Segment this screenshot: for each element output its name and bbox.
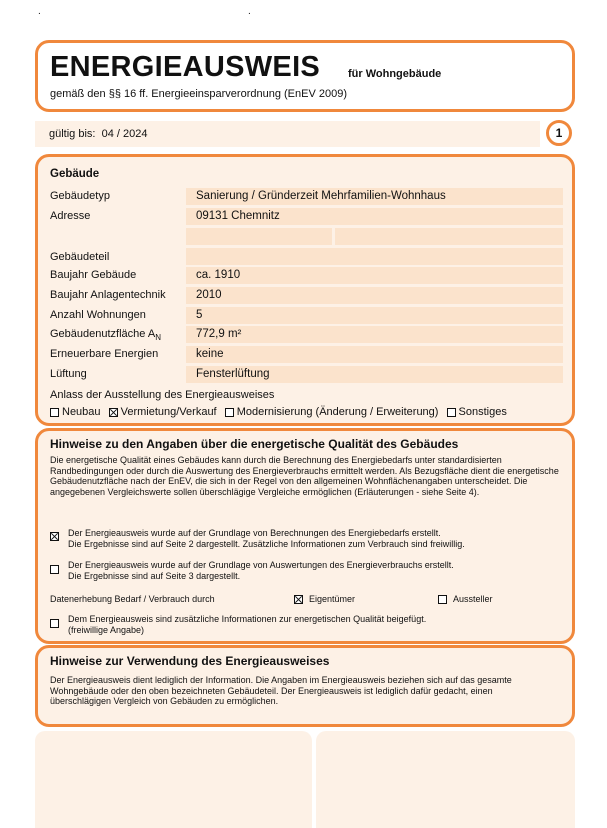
option-neubau[interactable]: Neubau: [50, 406, 101, 418]
option-sonstiges[interactable]: Sonstiges: [447, 406, 507, 418]
checkbox-aussteller[interactable]: [438, 595, 447, 604]
row-value-adresse: 09131 Chemnitz: [186, 208, 563, 225]
validity-label: gültig bis:: [49, 128, 96, 140]
checkbox-bedarf-checked[interactable]: [50, 532, 59, 541]
anlass-options: [50, 406, 507, 418]
checkbox-neubau[interactable]: [50, 408, 59, 417]
hinweise-paragraph: Die energetische Qualität eines Gebäudes kann durch die Berechnung des Energiebedarfs unter standardisierten Randbedingungen oder durch die Auswertung des Energieverbrauchs ermittelt werden. Als Bezugsfläche dient die energetische Gebäudenutzfläche nach der EnEV, die sich in der Regel von den allgemeinen Wohnflächenangaben unterscheidet. Die angegebenen Vergleichswerte sollen überschlägige Vergleiche ermöglichen (Erläuterungen - siehe Seite 4).: [50, 455, 559, 497]
page-number: 1: [546, 120, 572, 146]
option-modernisierung[interactable]: Modernisierung (Änderung / Erweiterung): [225, 406, 439, 418]
option-vermietung[interactable]: Vermietung/Verkauf: [109, 406, 217, 418]
validity-text: [49, 128, 147, 140]
row-label-baujahr-gebaeude: Baujahr Gebäude: [50, 269, 137, 281]
validity-value: 04 / 2024: [101, 128, 148, 140]
bottom-panel-right: [316, 731, 575, 828]
row-label-adresse: Adresse: [50, 210, 91, 222]
row-label-lueftung: Lüftung: [50, 368, 87, 380]
option-bedarf-text: Der Energieausweis wurde auf der Grundlage von Berechnungen des Energiebedarfs erstellt. Die Ergebnisse sind auf Seite 2 dargestellt. Zusätzliche Informationen zum Verbrauch sind freiwillig.: [68, 528, 465, 549]
checkbox-verbrauch[interactable]: [50, 565, 59, 574]
scan-dot: .: [248, 6, 251, 17]
validity-bar: [35, 121, 540, 147]
row-label-baujahr-anlagentechnik: Baujahr Anlagentechnik: [50, 289, 166, 301]
checkbox-modernisierung[interactable]: [225, 408, 234, 417]
hinweise-title: Hinweise zu den Angaben über die energetische Qualität des Gebäudes: [50, 437, 459, 451]
row-label-gebaeudetyp: Gebäudetyp: [50, 190, 110, 202]
row-value-gebaeudeteil: [186, 248, 563, 265]
row-value-adresse-2: [186, 228, 332, 245]
row-value-adresse-3: [335, 228, 563, 245]
row-value-erneuerbare: keine: [186, 346, 563, 363]
law-reference: gemäß den §§ 16 ff. Energieeinsparverordnung (EnEV 2009): [50, 88, 347, 100]
scan-dot: .: [38, 6, 41, 17]
row-label-nutzflaeche: Gebäudenutzfläche $A_N$: [50, 328, 161, 343]
row-label-anzahl-wohnungen: Anzahl Wohnungen: [50, 309, 146, 321]
title-box: [35, 40, 575, 112]
datenerhebung-label: Datenerhebung Bedarf / Verbrauch durch: [50, 594, 215, 604]
document-subtitle: für Wohngebäude: [348, 68, 442, 80]
row-value-lueftung: Fensterlüftung: [186, 366, 563, 383]
verwendung-title: Hinweise zur Verwendung des Energieausweises: [50, 654, 330, 668]
verwendung-section: [35, 645, 575, 727]
document-title: ENERGIEAUSWEIS: [50, 51, 321, 83]
option-aussteller[interactable]: Aussteller: [438, 594, 493, 605]
option-eigentuemer[interactable]: Eigentümer: [294, 594, 355, 605]
gebaeude-section: [35, 154, 575, 426]
row-value-nutzflaeche: 772,9 m²: [186, 326, 563, 343]
row-label-gebaeudeteil: Gebäudeteil: [50, 251, 110, 263]
gebaeude-title: Gebäude: [50, 168, 100, 180]
bottom-panel-left: [35, 731, 312, 828]
checkbox-sonstiges[interactable]: [447, 408, 456, 417]
option-verbrauch-text: Der Energieausweis wurde auf der Grundlage von Auswertungen des Energieverbrauchs erstellt. Die Ergebnisse sind auf Seite 3 dargestellt.: [68, 560, 454, 581]
checkbox-vermietung-checked[interactable]: [109, 408, 118, 417]
checkbox-zusatzinfo[interactable]: [50, 619, 59, 628]
row-value-gebaeudetyp: Sanierung / Gründerzeit Mehrfamilien-Wohnhaus: [186, 188, 563, 205]
row-label-erneuerbare: Erneuerbare Energien: [50, 348, 159, 360]
verwendung-paragraph: Der Energieausweis dient lediglich der Information. Die Angaben im Energieausweis beziehen sich auf das gesamte Wohngebäude oder den oben bezeichneten Gebäudeteil. Der Energieausweis ist lediglich dafür gedacht, einen überschlägigen Vergleich von Gebäuden zu ermöglichen.: [50, 675, 512, 706]
anlass-label: Anlass der Ausstellung des Energieausweises: [50, 389, 275, 401]
checkbox-eigentuemer-checked[interactable]: [294, 595, 303, 604]
row-value-baujahr-gebaeude: ca. 1910: [186, 267, 563, 284]
row-value-baujahr-anlagentechnik: 2010: [186, 287, 563, 304]
option-zusatzinfo-text: Dem Energieausweis sind zusätzliche Informationen zur energetischen Qualität beigefügt. (freiwillige Angabe): [68, 614, 427, 635]
row-value-anzahl-wohnungen: 5: [186, 307, 563, 324]
hinweise-section: [35, 428, 575, 644]
